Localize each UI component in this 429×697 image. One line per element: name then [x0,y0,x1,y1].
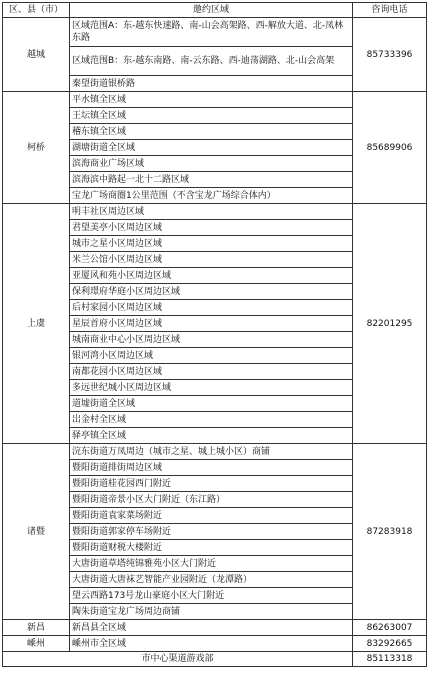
area-cell: 多远世纪城小区周边区域 [70,380,353,396]
region-cell: 诸暨 [3,444,70,620]
footer-phone: 85113318 [353,652,427,667]
table-row [3,204,427,220]
area-cell: 湖塘街道全区域 [70,140,353,156]
region-cell: 新昌 [3,620,70,636]
area-cell: 望云西路173号龙山豪庭小区大门附近 [70,588,353,604]
region-cell: 柯桥 [3,92,70,204]
area-cell: 王坛镇全区域 [70,108,353,124]
area-cell: 暨阳街道帝景小区大门附近（东江路） [70,492,353,508]
area-cell: 大唐街道大唐袜艺智能产业园附近（龙潭路） [70,572,353,588]
table-row [3,92,427,108]
area-cell: 亚厦风和苑小区周边区域 [70,268,353,284]
table-row [3,18,427,47]
area-cell: 区域范围B：东-越东南路、南-云东路、西-迪荡湖路、北-山会高架 [70,47,353,76]
area-cell: 保利璟府华庭小区周边区域 [70,284,353,300]
header-row [3,3,427,18]
area-cell: 滨海商业广场区域 [70,156,353,172]
area-cell: 君望美亭小区周边区域 [70,220,353,236]
area-cell: 暨阳街道财税大楼附近 [70,540,353,556]
area-cell: 滨海滨中路起一北十二路区域 [70,172,353,188]
table-row [3,620,427,636]
area-cell: 道墟街道全区域 [70,396,353,412]
area-cell: 大唐街道草塔纯锦雅苑小区大门附近 [70,556,353,572]
phone-cell: 87283918 [353,444,427,620]
area-cell: 暨阳街道桂花园西门附近 [70,476,353,492]
area-cell: 暨阳街道袁家菜场附近 [70,508,353,524]
area-cell: 区域范围A：东-越东快速路、南-山会高架路、西-解放大道、北-凤林东路 [70,18,353,47]
invitation-area-table [2,2,427,667]
area-cell: 米兰公馆小区周边区域 [70,252,353,268]
area-cell: 宝龙广场商圈1公里范围（不含宝龙广场综合体内） [70,188,353,204]
phone-cell: 82201295 [353,204,427,444]
area-cell: 后村家园小区周边区域 [70,300,353,316]
area-cell: 浣东街道万凤周边（城市之星、城上城小区）商铺 [70,444,353,460]
region-cell: 上虞 [3,204,70,444]
area-cell: 南都花园小区周边区域 [70,364,353,380]
area-cell: 嵊州市全区域 [70,636,353,652]
region-cell: 嵊州 [3,636,70,652]
phone-cell: 85689906 [353,92,427,204]
area-cell: 平水镇全区域 [70,92,353,108]
area-cell: 陶朱街道宝龙广场周边商铺 [70,604,353,620]
header-phone: 咨询电话 [353,3,427,18]
area-cell: 城南商业中心小区周边区域 [70,332,353,348]
phone-cell: 85733396 [353,18,427,92]
area-cell: 驿亭镇全区域 [70,428,353,444]
area-cell: 稽东镇全区域 [70,124,353,140]
header-area: 邀约区域 [70,3,353,18]
table-row [3,444,427,460]
phone-cell: 86263007 [353,620,427,636]
area-cell: 城市之星小区周边区域 [70,236,353,252]
table-row [3,636,427,652]
region-cell: 越城 [3,18,70,92]
area-cell: 新昌县全区域 [70,620,353,636]
area-cell: 秦望街道银桥路 [70,76,353,92]
table-body [3,18,427,667]
area-cell: 银河湾小区周边区域 [70,348,353,364]
footer-row [3,652,427,667]
area-cell: 暨阳街道排街周边区域 [70,460,353,476]
footer-label: 市中心渠道游戏部 [3,652,353,667]
header-region: 区、县（市） [3,3,70,18]
area-cell: 星辰首府小区周边区域 [70,316,353,332]
phone-cell: 83292665 [353,636,427,652]
area-cell: 暨阳街道郭家停车场附近 [70,524,353,540]
area-cell: 岀金村全区域 [70,412,353,428]
area-cell: 明丰社区周边区域 [70,204,353,220]
